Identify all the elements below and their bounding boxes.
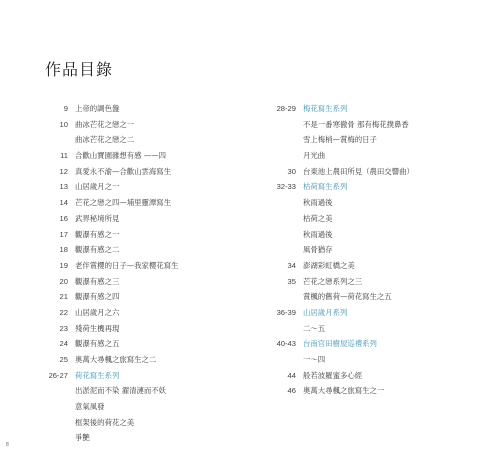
toc-entry-title: 框架後的荷花之美 (75, 417, 135, 427)
toc-section-heading (256, 103, 471, 119)
toc-entry (40, 134, 240, 150)
toc-entry (40, 417, 240, 433)
toc-entry-title: 奧萬大尋楓之旅寫生之二 (75, 355, 157, 364)
toc-entry (256, 291, 471, 307)
toc-page-number: 46 (287, 386, 296, 396)
toc-entry-title: 澎湖彩虹橋之美 (303, 260, 355, 270)
toc-section-heading (40, 370, 240, 386)
toc-entry (40, 119, 240, 135)
page-number: 8 (6, 442, 9, 448)
toc-entry (256, 244, 471, 260)
toc-entry (256, 370, 471, 386)
toc-entry (256, 213, 471, 229)
toc-entry (40, 166, 240, 182)
toc-entry-title: 山居歲月之六 (75, 307, 120, 317)
toc-entry (40, 401, 240, 417)
toc-page-number: 44 (287, 370, 296, 380)
toc-section-heading (256, 307, 471, 323)
toc-entry (40, 276, 240, 292)
toc-page-number: 14 (59, 198, 68, 208)
toc-entry-title: 奧萬大尋楓之旅寫生之一 (303, 386, 385, 396)
toc-page-number: 26-27 (48, 370, 68, 380)
toc-entry (40, 197, 240, 213)
toc-entry-title: 觀瀑有感之二 (75, 245, 120, 255)
toc-page-number: 28-29 (276, 104, 296, 113)
toc-entry-title: 雪上梅梢—賞梅的日子 (303, 135, 377, 145)
toc-entry-title: 一～四 (303, 355, 326, 364)
toc-page-number: 40-43 (276, 339, 296, 349)
toc-entry (256, 276, 471, 292)
toc-entry-title: 觀瀑有感之五 (75, 339, 120, 349)
toc-page-number: 10 (59, 119, 68, 129)
toc-entry-title: 般若波羅蜜多心經 (303, 370, 363, 380)
toc-page-number: 24 (59, 339, 68, 349)
toc-entry (40, 354, 240, 370)
toc-entry-title: 殘荷生機再現 (75, 323, 120, 333)
toc-page-number: 21 (59, 292, 68, 302)
toc-page-number: 12 (59, 166, 68, 176)
toc-page-number: 34 (287, 260, 296, 270)
toc-entry-title: 不是一番寒徹骨 那有梅花撲鼻香 (303, 119, 409, 129)
toc-entry-title: 二～五 (303, 323, 326, 333)
toc-entry-title: 台南官田樹屋巡禮系列 (303, 339, 377, 349)
toc-entry-title: 武界秘境所見 (75, 213, 120, 223)
toc-page-number: 23 (59, 323, 68, 333)
toc-entry (40, 213, 240, 229)
toc-entry-title: 山居歲月之一 (75, 182, 120, 192)
toc-page-number: 25 (59, 355, 68, 364)
toc-right-column (256, 103, 471, 401)
toc-entry (40, 260, 240, 276)
toc-page-number: 35 (287, 276, 296, 286)
toc-entry (256, 150, 471, 166)
toc-page-number: 13 (59, 182, 68, 192)
toc-entry-title: 觀瀑有感之三 (75, 276, 120, 286)
toc-entry (256, 260, 471, 276)
toc-page-number: 11 (60, 151, 68, 161)
toc-entry-title: 荷花寫生系列 (75, 370, 120, 380)
toc-entry (40, 229, 240, 245)
toc-page-number: 18 (59, 245, 68, 255)
toc-entry (40, 307, 240, 323)
toc-entry (40, 432, 240, 448)
toc-entry (256, 197, 471, 213)
toc-entry (40, 244, 240, 260)
toc-page-number: 22 (59, 307, 68, 317)
toc-entry-title: 真愛永不渝—合歡山雲海寫生 (75, 166, 172, 176)
toc-entry (256, 166, 471, 182)
toc-entry-title: 賞楓的舊荷—荷花寫生之五 (303, 292, 392, 302)
toc-entry-title: 老伴賞櫻的日子—我家櫻花寫生 (75, 260, 179, 270)
toc-entry-title: 觀瀑有感之四 (75, 292, 120, 302)
toc-entry-title: 月光曲 (303, 151, 326, 161)
toc-entry (256, 323, 471, 339)
toc-entry-title: 曲冰芒花之戀之一 (75, 119, 135, 129)
toc-entry-title: 秋雨過後 (303, 229, 333, 239)
toc-page-number: 32-33 (276, 182, 296, 192)
toc-entry (256, 119, 471, 135)
toc-entry-title: 秋雨過後 (303, 198, 333, 208)
toc-section-heading (256, 181, 471, 197)
toc-left-column (40, 103, 240, 448)
toc-entry-title: 曲冰芒花之戀之二 (75, 135, 135, 145)
toc-page-number: 19 (59, 260, 68, 270)
toc-page-number: 17 (59, 229, 68, 239)
toc-entry (40, 103, 240, 119)
toc-entry-title: 意氣風發 (75, 402, 105, 412)
toc-entry-title: 芒花之戀系列之三 (303, 276, 363, 286)
toc-entry-title: 梅花寫生系列 (303, 104, 348, 113)
toc-entry-title: 枯荷寫生系列 (303, 182, 348, 192)
toc-entry (40, 385, 240, 401)
toc-entry (256, 134, 471, 150)
toc-entry (256, 354, 471, 370)
toc-entry (256, 229, 471, 245)
toc-entry (40, 338, 240, 354)
toc-entry-title: 芒花之戀之四—埔里靈潭寫生 (75, 198, 172, 208)
toc-entry-title: 觀瀑有感之一 (75, 229, 120, 239)
toc-entry (256, 385, 471, 401)
toc-entry (40, 150, 240, 166)
toc-page-number: 36-39 (276, 307, 296, 317)
toc-entry (40, 291, 240, 307)
page-title: 作品目錄 (45, 60, 114, 79)
toc-entry (40, 181, 240, 197)
toc-entry-title: 出淤泥而不染 濯清漣而不妖 (75, 386, 167, 396)
toc-entry-title: 枯荷之美 (303, 213, 333, 223)
toc-entry-title: 山居歲月系列 (303, 307, 348, 317)
toc-entry-title: 爭艷 (75, 433, 90, 443)
toc-page-number: 30 (287, 166, 296, 176)
toc-entry-title: 上帝的調色盤 (75, 104, 120, 113)
toc-entry-title: 台東池上農田所見（農田交響曲） (303, 166, 414, 176)
toc-entry (40, 323, 240, 339)
toc-page-number: 9 (63, 104, 68, 113)
toc-page-number: 20 (59, 276, 68, 286)
toc-entry-title: 合歡山寶園雜想有感 ——四 (75, 151, 167, 161)
toc-page-number: 16 (59, 213, 68, 223)
toc-entry-title: 風骨猶存 (303, 245, 333, 255)
toc-section-heading (256, 338, 471, 354)
